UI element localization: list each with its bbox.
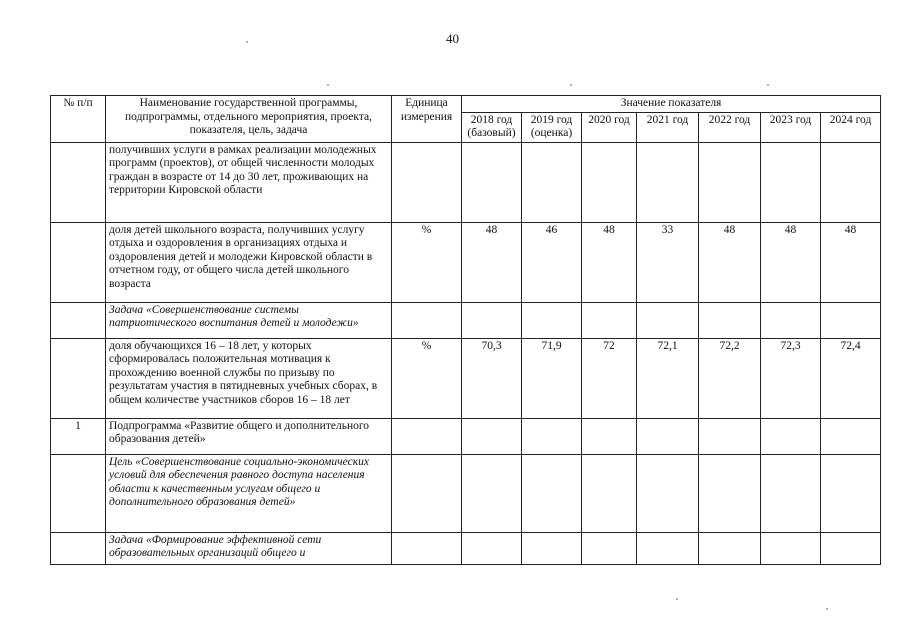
row-value: 72,3: [761, 338, 821, 418]
row-unit: [392, 454, 462, 532]
row-number: [51, 532, 106, 564]
row-name: доля детей школьного возраста, получивших услугу отдыха и оздоровления в организациях отдыха и оздоровления детей и молодежи Кировской области в отчетном году, от общего числа детей школьного возраста: [106, 222, 392, 302]
row-value: 71,9: [522, 338, 582, 418]
scan-speck: [246, 41, 248, 43]
row-value: [462, 142, 522, 222]
row-number: [51, 302, 106, 338]
row-value: [821, 302, 881, 338]
row-value: [582, 454, 637, 532]
row-value: 48: [462, 222, 522, 302]
row-value: [699, 418, 761, 454]
header-year: 2024 год: [821, 112, 881, 142]
row-value: [761, 532, 821, 564]
row-unit: [392, 142, 462, 222]
indicators-table: [50, 95, 881, 565]
row-value: [761, 454, 821, 532]
row-value: [699, 532, 761, 564]
row-value: [582, 418, 637, 454]
row-name: Задача «Формирование эффективной сети образовательных организаций общего и: [106, 532, 392, 564]
row-number: [51, 454, 106, 532]
row-value: [821, 532, 881, 564]
row-value: [821, 142, 881, 222]
row-value: [761, 302, 821, 338]
row-name: получивших услуги в рамках реализации молодежных программ (проектов), от общей численности молодых граждан в возрасте от 14 до 30 лет, проживающих на территории Кировской области: [106, 142, 392, 222]
row-number: [51, 338, 106, 418]
scan-speck: [767, 84, 769, 86]
row-unit: %: [392, 222, 462, 302]
row-value: 72: [582, 338, 637, 418]
row-value: 70,3: [462, 338, 522, 418]
row-value: 72,1: [637, 338, 699, 418]
row-value: [522, 532, 582, 564]
scan-speck: [570, 84, 572, 86]
row-name: Цель «Совершенствование социально-экономических условий для обеспечения равного доступа населения области к качественным услугам общего и дополнительного образования детей»: [106, 454, 392, 532]
header-num: № п/п: [51, 96, 106, 143]
row-value: 48: [699, 222, 761, 302]
table-row: [51, 302, 881, 338]
row-value: [582, 302, 637, 338]
row-value: [637, 418, 699, 454]
row-value: [462, 302, 522, 338]
table-row: [51, 338, 881, 418]
row-value: 48: [821, 222, 881, 302]
row-value: [699, 302, 761, 338]
row-value: [522, 302, 582, 338]
row-value: [699, 454, 761, 532]
row-name: Подпрограмма «Развитие общего и дополнительного образования детей»: [106, 418, 392, 454]
row-value: [462, 418, 522, 454]
row-value: [522, 454, 582, 532]
row-number: [51, 142, 106, 222]
scan-speck: [676, 598, 678, 600]
row-value: 33: [637, 222, 699, 302]
row-value: [637, 142, 699, 222]
row-value: [821, 418, 881, 454]
row-unit: [392, 418, 462, 454]
scan-speck: [327, 84, 329, 86]
row-value: [821, 454, 881, 532]
table-row: [51, 142, 881, 222]
header-year: 2022 год: [699, 112, 761, 142]
row-value: [462, 454, 522, 532]
row-value: [582, 532, 637, 564]
row-value: [522, 418, 582, 454]
row-value: [761, 418, 821, 454]
header-year: 2020 год: [582, 112, 637, 142]
row-number: [51, 222, 106, 302]
table-row: [51, 532, 881, 564]
row-value: [582, 142, 637, 222]
row-name: доля обучающихся 16 – 18 лет, у которых сформировалась положительная мотивация к прохождению военной службы по призыву по результатам участия в пятидневных учебных сборах, в общем количестве участников сборов 16 – 18 лет: [106, 338, 392, 418]
row-value: [637, 532, 699, 564]
header-year: 2018 год (базовый): [462, 112, 522, 142]
row-value: [699, 142, 761, 222]
row-value: [522, 142, 582, 222]
row-value: [637, 302, 699, 338]
row-value: [761, 142, 821, 222]
page-number: 40: [446, 31, 459, 46]
row-value: 72,4: [821, 338, 881, 418]
row-value: [462, 532, 522, 564]
header-values-group: Значение показателя: [462, 96, 881, 113]
row-unit: [392, 532, 462, 564]
scan-speck: [826, 608, 828, 610]
row-value: 48: [582, 222, 637, 302]
header-year: 2019 год (оценка): [522, 112, 582, 142]
row-value: [637, 454, 699, 532]
row-value: 72,2: [699, 338, 761, 418]
header-name: Наименование государственной программы, подпрограммы, отдельного мероприятия, проекта, показателя, цель, задача: [106, 96, 392, 143]
header-year: 2021 год: [637, 112, 699, 142]
header-year: 2023 год: [761, 112, 821, 142]
row-unit: [392, 302, 462, 338]
table-row: [51, 418, 881, 454]
table-row: [51, 454, 881, 532]
row-value: 46: [522, 222, 582, 302]
row-unit: %: [392, 338, 462, 418]
row-number: 1: [51, 418, 106, 454]
row-value: 48: [761, 222, 821, 302]
table-row: [51, 222, 881, 302]
header-unit: Единица измерения: [392, 96, 462, 143]
row-name: Задача «Совершенствование системы патриотического воспитания детей и молодежи»: [106, 302, 392, 338]
